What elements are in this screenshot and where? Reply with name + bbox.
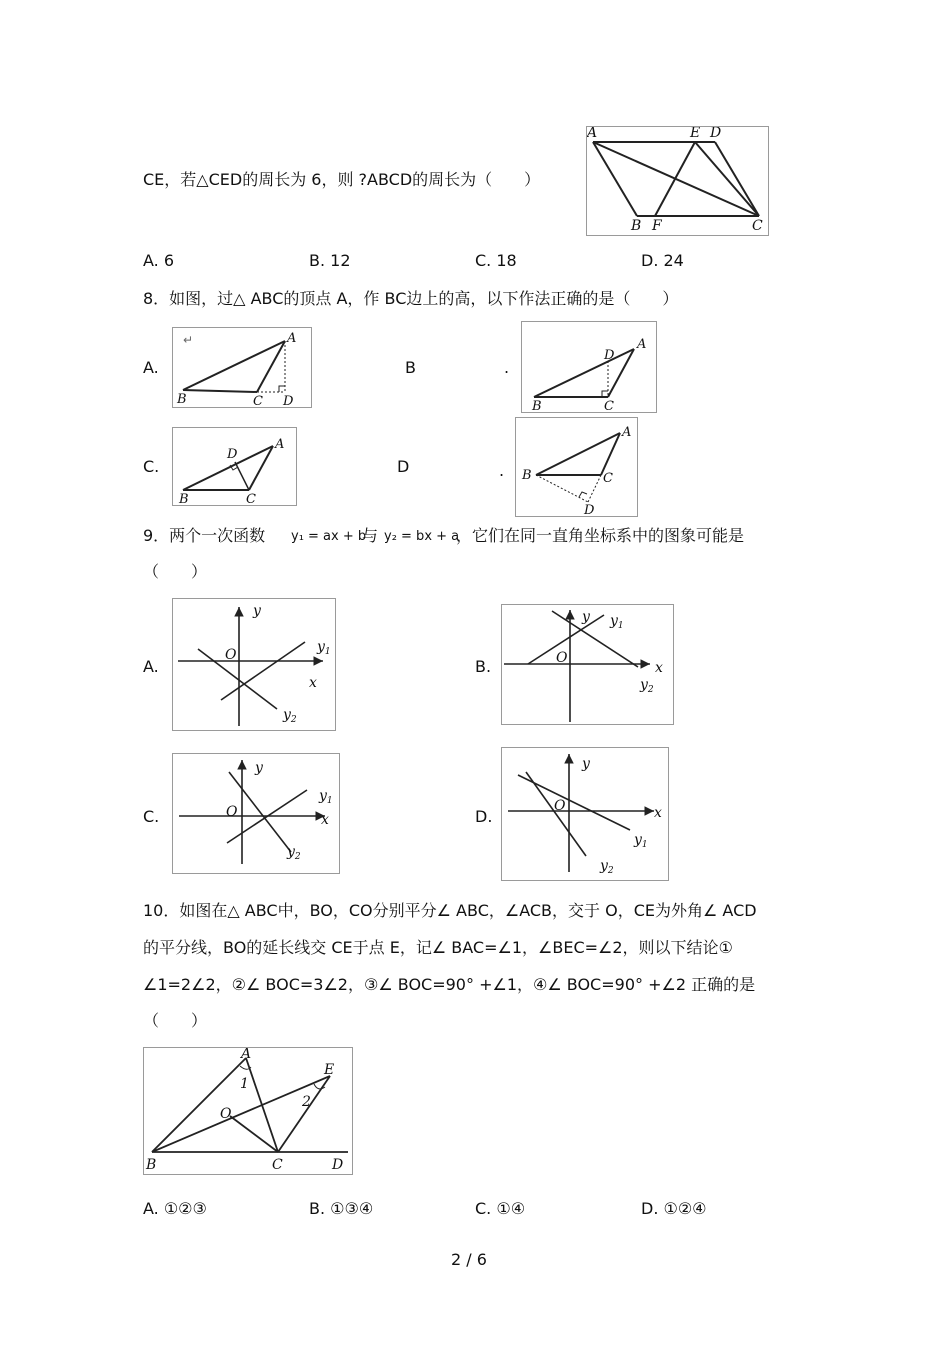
q8c-label-A: A <box>275 437 285 452</box>
q9a-y2-label: $y_2$ <box>283 707 297 725</box>
q10-line3: ∠1=2∠2，②∠ BOC=3∠2，③∠ BOC=90° +∠1，④∠ BOC=90° +∠2 正确的是 <box>143 975 756 994</box>
q8d-label-D: D <box>584 503 595 516</box>
q7-label-F: F <box>652 218 662 234</box>
q7-label-B: B <box>631 218 642 234</box>
q10-line2: 的平分线，BO的延长线交 CE于点 E，记∠ BAC=∠1，∠BEC=∠2，则以下结论① <box>143 938 733 957</box>
q7-figure-parallelogram <box>586 126 769 236</box>
q8-figure-d <box>515 417 638 517</box>
q9d-y2-label: $y_2$ <box>600 858 614 876</box>
q9-graph-a <box>172 598 336 731</box>
q7-stem: CE，若△CED的周长为 6，则 ?ABCD的周长为（ ） <box>143 170 541 189</box>
q9-formula-1: y₁ = ax + b <box>291 529 367 544</box>
q8b-label-B: B <box>532 399 542 412</box>
q8-option-b-dot: . <box>504 358 510 377</box>
q8-option-c-label: C. <box>143 457 160 476</box>
q7-label-A: A <box>587 127 598 141</box>
q9c-y1-label: $y_1$ <box>319 788 333 806</box>
q8d-label-C: C <box>603 471 613 486</box>
q7-label-E: E <box>690 127 701 141</box>
q8-figure-a <box>172 327 312 408</box>
q8d-label-B: B <box>522 468 532 483</box>
q8-figure-b <box>521 321 657 413</box>
q9b-y2-label: $y_2$ <box>640 677 654 695</box>
q8c-label-D: D <box>227 447 238 462</box>
q8a-label-B: B <box>177 392 187 407</box>
q10-option-a: A. ①②③ <box>143 1199 207 1218</box>
q9-stem-pre: 9．两个一次函数 <box>143 526 266 545</box>
q9d-axis-x: x <box>654 805 662 821</box>
q7-option-a: A. 6 <box>143 251 175 270</box>
q8d-label-A: A <box>622 425 632 440</box>
q9-graph-c <box>172 753 340 874</box>
q10-paren: （ ） <box>143 1011 208 1030</box>
q9c-axis-x: x <box>321 812 329 828</box>
q10-label-E: E <box>324 1062 335 1078</box>
q8-stem: 8．如图，过△ ABC的顶点 A，作 BC边上的高，以下作法正确的是（ ） <box>143 289 679 308</box>
q9c-axis-y: y <box>255 760 263 776</box>
q10-figure <box>143 1047 353 1175</box>
q9-option-c-label: C. <box>143 807 160 826</box>
q9a-axis-y: y <box>253 603 261 619</box>
q9a-origin: O <box>225 647 237 663</box>
q10-label-C: C <box>272 1157 283 1173</box>
q9-option-a-label: A. <box>143 657 159 676</box>
q9-paren: （ ） <box>143 562 208 581</box>
q9d-y1-label: $y_1$ <box>634 832 648 850</box>
q8a-label-A: A <box>287 331 297 346</box>
q10-option-d: D. ①②④ <box>641 1199 707 1218</box>
q8b-label-C: C <box>604 399 614 412</box>
q8-option-d-label: D <box>397 457 410 476</box>
q10-label-A: A <box>241 1048 252 1062</box>
q10-line1: 10．如图在△ ABC中，BO，CO分别平分∠ ABC，∠ACB，交于 O，CE为外角∠ ACD <box>143 901 757 920</box>
q8b-label-A: A <box>637 337 647 352</box>
q8-figure-c <box>172 427 297 506</box>
q10-label-angle2: 2 <box>302 1094 311 1110</box>
q9d-origin: O <box>554 798 566 814</box>
q9b-axis-y: y <box>582 609 590 625</box>
q8-option-d-dot: . <box>499 461 505 480</box>
q10-option-b: B. ①③④ <box>309 1199 374 1218</box>
q8a-label-D: D <box>283 394 294 407</box>
q7-option-c: C. 18 <box>475 251 517 270</box>
q9-graph-b <box>501 604 674 725</box>
q7-option-d: D. 24 <box>641 251 684 270</box>
q9a-y1-label: $y_1$ <box>317 639 331 657</box>
q9-graph-d <box>501 747 669 881</box>
q7-option-b: B. 12 <box>309 251 351 270</box>
q8b-label-D: D <box>604 348 615 363</box>
q9b-y1-label: $y_1$ <box>610 613 624 631</box>
q9d-axis-y: y <box>582 756 590 772</box>
q8c-label-B: B <box>179 492 189 505</box>
q10-label-D: D <box>332 1157 344 1173</box>
q9c-origin: O <box>226 804 238 820</box>
q9b-origin: O <box>556 650 568 666</box>
q7-label-D: D <box>710 127 722 141</box>
q9c-y2-label: $y_2$ <box>287 844 301 862</box>
q7-label-C: C <box>752 218 763 234</box>
q9-option-b-label: B. <box>475 657 492 676</box>
q9b-axis-x: x <box>655 660 663 676</box>
q9-stem-mid: 与 <box>362 526 379 545</box>
q10-option-c: C. ①④ <box>475 1199 526 1218</box>
q9-formula-2: y₂ = bx + a <box>384 529 460 544</box>
page-number: 2 / 6 <box>451 1250 487 1269</box>
q8a-label-C: C <box>253 394 263 407</box>
q8-option-b-label: B <box>405 358 416 377</box>
q8c-label-C: C <box>246 492 256 505</box>
q10-label-O: O <box>220 1106 232 1122</box>
q9-option-d-label: D. <box>475 807 493 826</box>
q8-return-mark: ↵ <box>183 333 194 347</box>
q9a-axis-x: x <box>309 675 317 691</box>
q10-label-angle1: 1 <box>240 1076 249 1092</box>
q10-label-B: B <box>146 1157 157 1173</box>
q9-stem-post: ，它们在同一直角坐标系中的图象可能是 <box>456 526 745 545</box>
q8-option-a-label: A. <box>143 358 159 377</box>
